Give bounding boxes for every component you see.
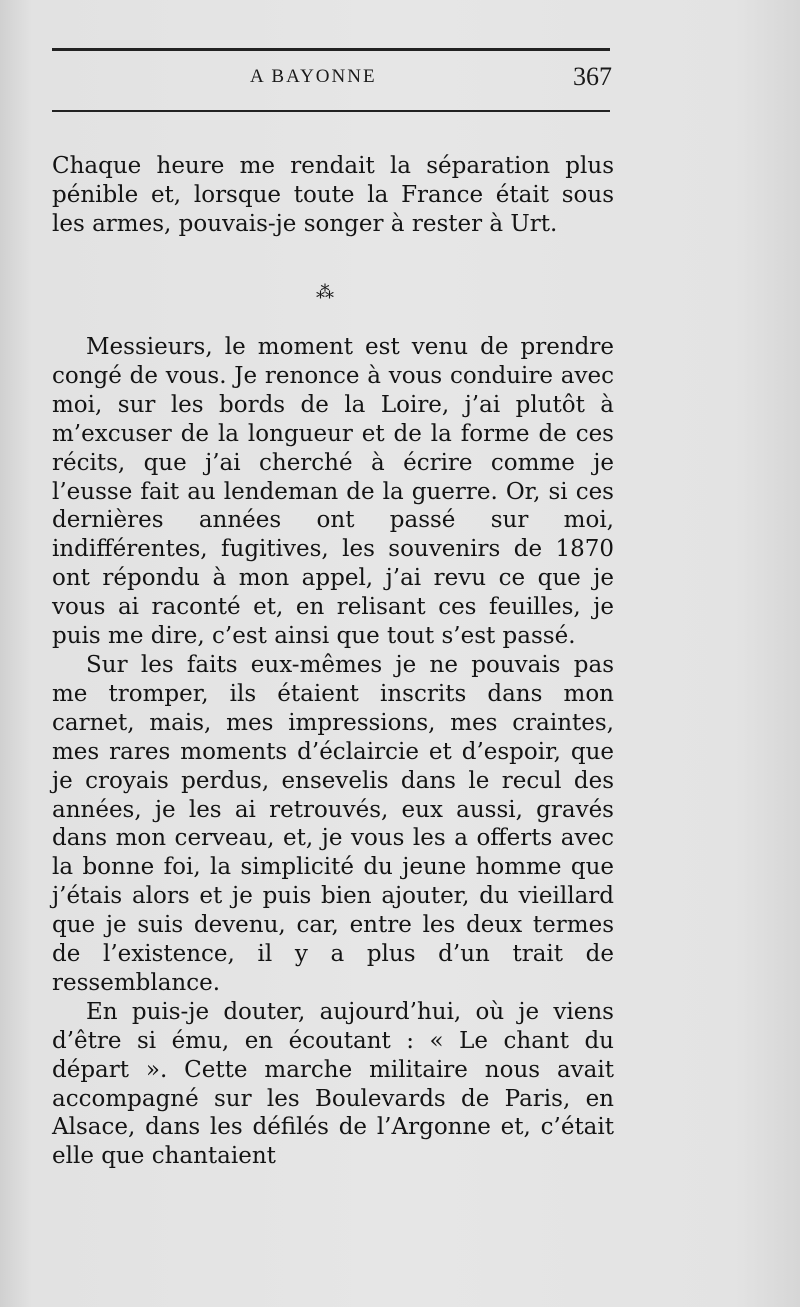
text-block-1 (52, 152, 614, 239)
page-number: 367 (573, 62, 612, 91)
paragraph-3: Sur les faits eux-mêmes je ne pouvais pas me tromper, ils étaient inscrits dans mon carnet, mais, mes impressions, mes craintes, mes rares moments d’éclaircie et d’espoir, que je croyais perdus, ensevelis dans le recul des années, je les ai retrouvés, eux aussi, gravés dans mon cerveau, et, je vous les a offerts avec la bonne foi, la simplicité du jeune homme que j’étais alors et je puis bien ajouter, du vieillard que je suis devenu, car, entre les deux termes de l’existence, il y a plus d’un trait de ressemblance. (52, 651, 614, 996)
header-rule-top (52, 48, 610, 51)
paragraph-2: Messieurs, le moment est venu de prendre congé de vous. Je renonce à vous conduire avec moi, sur les bords de la Loire, j’ai plutôt à m’excuser de la longueur et de la forme de ces récits, que j’ai cherché à écrire comme je l’eusse fait au lendeman de la guerre. Or, si ces dernières années ont passé sur moi, indifférentes, fugitives, les souvenirs de 1870 ont répondu à mon appel, j’ai revu ce que je vous ai raconté et, en relisant ces feuilles, je puis me dire, c’est ainsi que tout s’est passé. (52, 334, 614, 650)
paragraph-1: Chaque heure me rendait la séparation plus pénible et, lorsque toute la France était sous les armes, pouvais-je songer à rester à Urt. (52, 153, 614, 237)
section-separator (308, 278, 348, 308)
text-block-2 (52, 333, 614, 1171)
separator-glyph: ⁂ (316, 282, 334, 303)
paragraph-4: En puis-je douter, aujourd’hui, où je viens d’être si ému, en écoutant : « Le chant du départ ». Cette marche militaire nous avait accompagné sur les Boulevards de Paris, en Alsace, dans les défilés de l’Argonne et, c’était elle que chantaient (52, 998, 614, 1170)
header-rule-bottom (52, 110, 610, 112)
running-title: A BAYONNE (250, 66, 377, 87)
